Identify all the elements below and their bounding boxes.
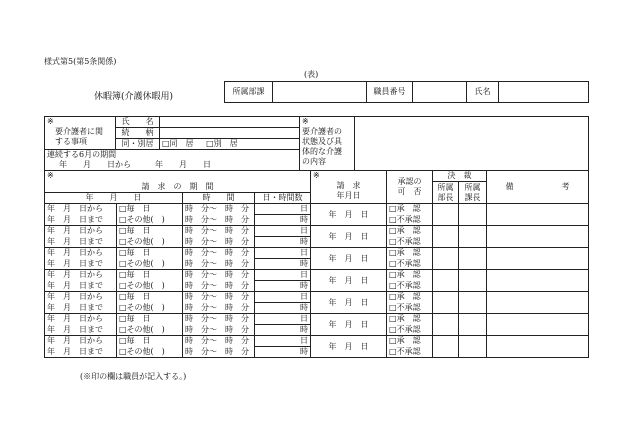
period-mark: ※ — [47, 171, 54, 181]
other-checkbox[interactable]: □その他( ) — [117, 259, 183, 270]
time-range-1[interactable]: 時 分～ 時 分 — [183, 204, 255, 215]
table-row — [45, 270, 589, 281]
form-title: 休暇簿(介護休暇用) — [94, 92, 174, 102]
table-row — [45, 248, 589, 259]
other-checkbox[interactable]: □その他( ) — [117, 237, 183, 248]
time-range-1[interactable]: 時 分～ 時 分 — [183, 226, 255, 237]
other-checkbox[interactable]: □その他( ) — [117, 215, 183, 226]
date-from[interactable]: 年 月 日から — [45, 336, 117, 347]
days-value[interactable]: 日 — [255, 204, 311, 215]
request-date[interactable]: 年 月 日 — [311, 292, 387, 314]
request-table — [44, 170, 589, 358]
approve-checkbox[interactable]: □承 認 — [387, 292, 433, 303]
care-section-label — [45, 117, 116, 150]
period-mark-cell — [45, 171, 311, 182]
date-until[interactable]: 年 月 日まで — [45, 215, 117, 226]
remarks-field[interactable] — [487, 204, 589, 226]
reject-checkbox[interactable]: □不承認 — [387, 281, 433, 292]
hours-value[interactable]: 時 — [255, 237, 311, 248]
dept-head-stamp[interactable] — [433, 248, 459, 270]
req-date-header-line1: 請 求 — [336, 181, 361, 190]
period-header: 請 求 の 期 間 — [45, 182, 311, 193]
request-date[interactable]: 年 月 日 — [311, 204, 387, 226]
remarks-field[interactable] — [487, 248, 589, 270]
header-table — [224, 81, 589, 103]
sect-head-stamp[interactable] — [459, 270, 487, 292]
time-range-2[interactable]: 時 分～ 時 分 — [183, 237, 255, 248]
days-value[interactable]: 日 — [255, 314, 311, 325]
staff-no-field[interactable] — [413, 82, 467, 103]
sect-head-stamp[interactable] — [459, 226, 487, 248]
sect-head-stamp[interactable] — [459, 248, 487, 270]
remarks-field[interactable] — [487, 336, 589, 358]
every-day-checkbox[interactable]: □毎 日 — [117, 314, 183, 325]
cohab-options — [160, 139, 300, 150]
every-day-checkbox[interactable]: □毎 日 — [117, 248, 183, 259]
dept-head-stamp[interactable] — [433, 292, 459, 314]
reject-checkbox[interactable]: □不承認 — [387, 259, 433, 270]
other-checkbox[interactable]: □その他( ) — [117, 281, 183, 292]
time-range-1[interactable]: 時 分～ 時 分 — [183, 336, 255, 347]
other-checkbox[interactable]: □その他( ) — [117, 303, 183, 314]
time-range-2[interactable]: 時 分～ 時 分 — [183, 259, 255, 270]
footnote: (※印の欄は職員が記入する。) — [80, 372, 187, 381]
dept-label: 所属部課 — [225, 82, 273, 103]
time-range-2[interactable]: 時 分～ 時 分 — [183, 215, 255, 226]
dept-head-line1: 所属 — [437, 182, 454, 192]
request-date[interactable]: 年 月 日 — [311, 314, 387, 336]
approve-checkbox[interactable]: □承 認 — [387, 314, 433, 325]
hours-value[interactable]: 時 — [255, 303, 311, 314]
reject-checkbox[interactable]: □不承認 — [387, 215, 433, 226]
state-label — [300, 117, 355, 171]
name-label: 氏名 — [467, 82, 499, 103]
date-until[interactable]: 年 月 日まで — [45, 237, 117, 248]
approval-header-line1: 承認の — [397, 177, 422, 186]
period-value[interactable]: 年 月 日から 年 月 日 — [45, 160, 300, 171]
front-mark: (表) — [304, 70, 319, 79]
recipient-name-field[interactable] — [160, 117, 300, 128]
approve-checkbox[interactable]: □承 認 — [387, 204, 433, 215]
approval-header — [387, 171, 433, 204]
date-until[interactable]: 年 月 日まで — [45, 259, 117, 270]
dept-head-header — [433, 182, 459, 204]
every-day-checkbox[interactable]: □毎 日 — [117, 204, 183, 215]
approve-checkbox[interactable]: □承 認 — [387, 226, 433, 237]
dept-head-stamp[interactable] — [433, 270, 459, 292]
hours-value[interactable]: 時 — [255, 325, 311, 336]
time-range-1[interactable]: 時 分～ 時 分 — [183, 292, 255, 303]
request-date[interactable]: 年 月 日 — [311, 270, 387, 292]
care-label-line2: する事項 — [55, 137, 87, 146]
cohab-label: 同・別居 — [116, 139, 160, 150]
sect-head-stamp[interactable] — [459, 292, 487, 314]
date-until[interactable]: 年 月 日まで — [45, 325, 117, 336]
date-from[interactable]: 年 月 日から — [45, 204, 117, 215]
reject-checkbox[interactable]: □不承認 — [387, 237, 433, 248]
dept-head-stamp[interactable] — [433, 226, 459, 248]
cohab-diff-checkbox[interactable]: □別 居 — [206, 139, 238, 148]
remarks-field[interactable] — [487, 226, 589, 248]
req-date-header — [311, 171, 387, 204]
sect-head-stamp[interactable] — [459, 204, 487, 226]
table-row — [45, 336, 589, 347]
table-row — [45, 204, 589, 215]
days-value[interactable]: 日 — [255, 270, 311, 281]
care-mark: ※ — [47, 117, 54, 126]
remarks-field[interactable] — [487, 314, 589, 336]
sect-head-stamp[interactable] — [459, 314, 487, 336]
name-field[interactable] — [499, 82, 589, 103]
time-range-1[interactable]: 時 分～ 時 分 — [183, 270, 255, 281]
reject-checkbox[interactable]: □不承認 — [387, 347, 433, 358]
days-value[interactable]: 日 — [255, 248, 311, 259]
time-range-2[interactable]: 時 分～ 時 分 — [183, 281, 255, 292]
date-until[interactable]: 年 月 日まで — [45, 281, 117, 292]
remarks-field[interactable] — [487, 292, 589, 314]
date-from[interactable]: 年 月 日から — [45, 226, 117, 237]
state-label-line3: 体的な介護 — [302, 147, 342, 156]
dept-field[interactable] — [273, 82, 367, 103]
care-recipient-table — [44, 116, 589, 171]
dept-head-stamp[interactable] — [433, 204, 459, 226]
approval-header-line2: 可 否 — [397, 187, 422, 196]
relation-label: 続 柄 — [116, 128, 160, 139]
table-row — [45, 314, 589, 325]
every-day-checkbox[interactable]: □毎 日 — [117, 226, 183, 237]
sect-head-line2: 課長 — [464, 192, 481, 202]
table-row — [45, 226, 589, 237]
every-day-checkbox[interactable]: □毎 日 — [117, 270, 183, 281]
remarks-header: 備 考 — [487, 171, 589, 204]
time-range-1[interactable]: 時 分～ 時 分 — [183, 314, 255, 325]
remarks-field[interactable] — [487, 270, 589, 292]
date-until[interactable]: 年 月 日まで — [45, 347, 117, 358]
hours-value[interactable]: 時 — [255, 259, 311, 270]
sect-head-line1: 所属 — [464, 182, 481, 192]
care-label-line1: 要介護者に関 — [55, 127, 103, 136]
approve-checkbox[interactable]: □承 認 — [387, 336, 433, 347]
reject-checkbox[interactable]: □不承認 — [387, 325, 433, 336]
state-label-line2: 状態及び具 — [302, 137, 342, 146]
req-mark: ※ — [313, 171, 320, 180]
time-range-1[interactable]: 時 分～ 時 分 — [183, 248, 255, 259]
date-header: 年 月 日 — [45, 193, 183, 204]
request-date[interactable]: 年 月 日 — [311, 248, 387, 270]
state-field[interactable] — [355, 117, 589, 171]
time-range-2[interactable]: 時 分～ 時 分 — [183, 347, 255, 358]
hours-value[interactable]: 時 — [255, 281, 311, 292]
state-mark: ※ — [302, 117, 309, 126]
state-label-line4: の内容 — [302, 157, 326, 166]
date-from[interactable]: 年 月 日から — [45, 248, 117, 259]
table-row — [45, 292, 589, 303]
staff-no-label: 職員番号 — [367, 82, 413, 103]
form-number: 様式第5(第5条関係) — [44, 57, 117, 66]
period-label: 連続する6月の期間 — [45, 150, 300, 161]
sect-head-header — [459, 182, 487, 204]
hours-value[interactable]: 時 — [255, 347, 311, 358]
cohab-same-checkbox[interactable]: □同 居 — [162, 139, 194, 148]
state-label-line1: 要介護者の — [302, 127, 342, 136]
relation-field[interactable] — [160, 128, 300, 139]
sect-head-stamp[interactable] — [459, 336, 487, 358]
date-from[interactable]: 年 月 日から — [45, 314, 117, 325]
reject-checkbox[interactable]: □不承認 — [387, 303, 433, 314]
every-day-checkbox[interactable]: □毎 日 — [117, 292, 183, 303]
date-from[interactable]: 年 月 日から — [45, 270, 117, 281]
approve-checkbox[interactable]: □承 認 — [387, 248, 433, 259]
request-date[interactable]: 年 月 日 — [311, 336, 387, 358]
hours-header: 日・時間数 — [255, 193, 311, 204]
approve-checkbox[interactable]: □承 認 — [387, 270, 433, 281]
request-date[interactable]: 年 月 日 — [311, 226, 387, 248]
hours-value[interactable]: 時 — [255, 215, 311, 226]
dept-head-stamp[interactable] — [433, 314, 459, 336]
decision-header: 決 裁 — [433, 171, 487, 182]
other-checkbox[interactable]: □その他( ) — [117, 325, 183, 336]
dept-head-stamp[interactable] — [433, 336, 459, 358]
days-value[interactable]: 日 — [255, 292, 311, 303]
time-header: 時 間 — [183, 193, 255, 204]
date-until[interactable]: 年 月 日まで — [45, 303, 117, 314]
dept-head-line2: 部長 — [437, 192, 454, 202]
time-range-2[interactable]: 時 分～ 時 分 — [183, 325, 255, 336]
req-date-header-line2: 年月日 — [336, 191, 361, 200]
every-day-checkbox[interactable]: □毎 日 — [117, 336, 183, 347]
time-range-2[interactable]: 時 分～ 時 分 — [183, 303, 255, 314]
days-value[interactable]: 日 — [255, 336, 311, 347]
days-value[interactable]: 日 — [255, 226, 311, 237]
recipient-name-label: 氏 名 — [116, 117, 160, 128]
other-checkbox[interactable]: □その他( ) — [117, 347, 183, 358]
date-from[interactable]: 年 月 日から — [45, 292, 117, 303]
